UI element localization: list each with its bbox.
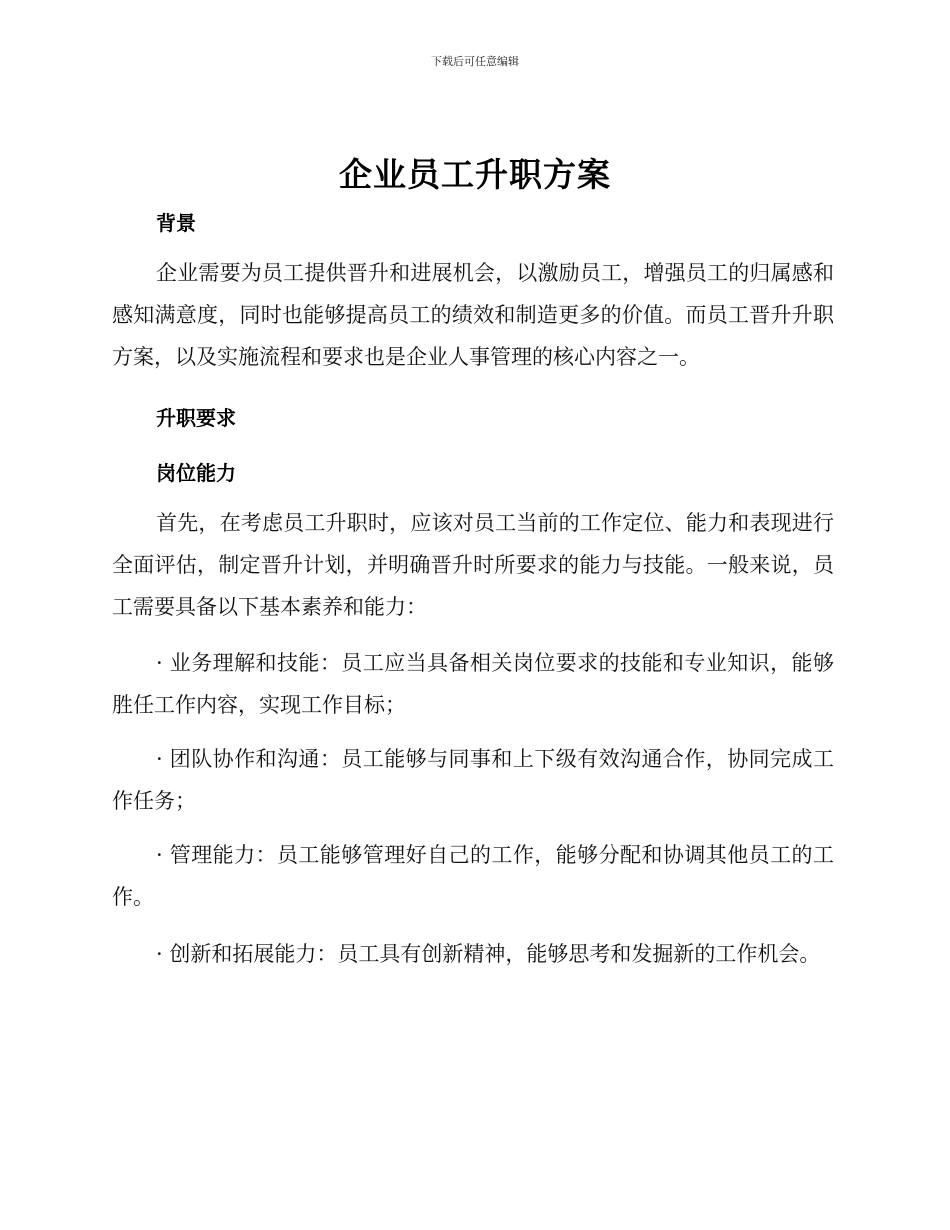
background-heading: 背景: [156, 211, 196, 235]
header-note: 下载后可任意编辑: [431, 55, 519, 68]
document-title: 企业员工升职方案: [339, 155, 611, 194]
bullet-business-skills: · 业务理解和技能：员工应当具备相关岗位要求的技能和专业知识，能够胜任工作内容，实现工作目标；: [112, 651, 834, 717]
bullet-management: · 管理能力：员工能够管理好自己的工作，能够分配和协调其他员工的工作。: [112, 843, 834, 909]
ability-paragraph: 首先，在考虑员工升职时，应该对员工当前的工作定位、能力和表现进行全面评估，制定晋升计划，并明确晋升时所要求的能力与技能。一般来说，员工需要具备以下基本素养和能力：: [112, 511, 834, 619]
requirements-heading: 升职要求: [156, 406, 236, 430]
ability-heading: 岗位能力: [156, 461, 236, 485]
bullet-teamwork: · 团队协作和沟通：员工能够与同事和上下级有效沟通合作，协同完成工作任务；: [112, 747, 834, 813]
background-paragraph: 企业需要为员工提供晋升和进展机会，以激励员工，增强员工的归属感和感知满意度，同时也能够提高员工的绩效和制造更多的价值。而员工晋升升职方案，以及实施流程和要求也是企业人事管理的核心内容之一。: [112, 261, 834, 369]
bullet-innovation: · 创新和拓展能力：员工具有创新精神，能够思考和发掘新的工作机会。: [156, 942, 821, 966]
